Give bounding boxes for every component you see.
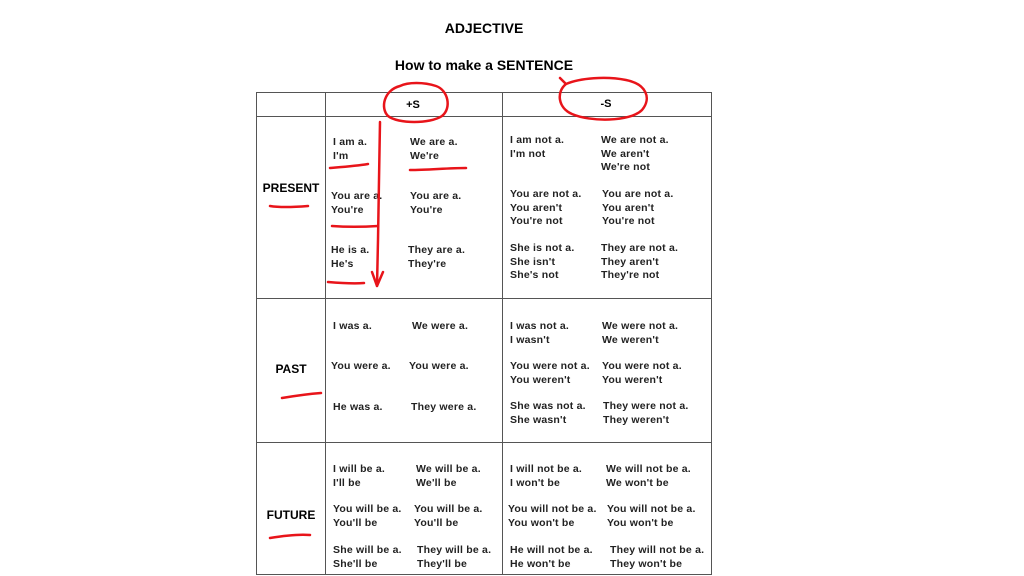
cell-line: She was not a. [510, 400, 586, 412]
future-negative-you [508, 503, 597, 530]
cell-line: You will not be a. [607, 503, 696, 515]
cell-line: I was a. [333, 320, 372, 332]
cell-line: I will be a. [333, 463, 385, 475]
present-negative-she [510, 242, 574, 283]
cell-line: They weren't [603, 413, 670, 426]
cell-line: She'll be [333, 557, 378, 570]
cell-line: I will not be a. [510, 463, 583, 475]
underline-present-were [410, 168, 466, 170]
cell-line: You were not a. [510, 360, 590, 372]
cell-line: We are not a. [601, 134, 669, 146]
present-positive-he [331, 244, 369, 271]
cell-line: You aren't [510, 201, 563, 214]
past-negative-they [603, 400, 688, 427]
cell-line: I'm [333, 149, 349, 162]
present-positive-i [333, 136, 367, 163]
cell-line: You're not [510, 215, 563, 227]
cell-line: I was not a. [510, 320, 569, 332]
cell-line: I won't be [510, 476, 560, 489]
past-positive-we [412, 320, 468, 334]
cell-line: She will be a. [333, 544, 402, 556]
past-negative-we [602, 320, 678, 347]
present-negative-i [510, 134, 564, 161]
cell-line: I am a. [333, 136, 368, 148]
underline-past-label [282, 393, 321, 398]
future-positive-you-plural [414, 503, 483, 530]
future-negative-we [606, 463, 691, 490]
cell-line: We will be a. [416, 463, 481, 475]
cell-line: They won't be [610, 557, 683, 570]
underline-present-youre [332, 226, 378, 227]
present-negative-you [510, 188, 581, 229]
row-label-future: FUTURE [266, 508, 316, 522]
past-positive-you [331, 360, 391, 374]
cell-line: She wasn't [510, 413, 567, 426]
cell-line: He won't be [510, 557, 571, 570]
cell-line: You aren't [602, 201, 655, 214]
arrow-head [372, 272, 383, 286]
cell-line: They were a. [411, 401, 477, 413]
cell-line: They will be a. [417, 544, 492, 556]
past-negative-i [510, 320, 569, 347]
present-negative-we [601, 134, 669, 175]
cell-line: We were not a. [602, 320, 679, 332]
cell-line: You'll be [333, 516, 378, 529]
cell-line: We weren't [602, 333, 659, 346]
cell-line: She's not [510, 269, 559, 281]
table-border-right [711, 92, 712, 575]
cell-line: You will be a. [333, 503, 402, 515]
cell-line: You are not a. [510, 188, 582, 200]
present-negative-they [601, 242, 678, 283]
cell-line: You were not a. [602, 360, 682, 372]
cell-line: We'll be [416, 476, 457, 489]
cell-line: I'm not [510, 147, 546, 160]
cell-line: He was a. [333, 401, 383, 413]
future-negative-they [610, 544, 704, 571]
underline-present-im [330, 164, 368, 168]
cell-line: He's [331, 257, 354, 270]
past-negative-you [510, 360, 590, 387]
cell-line: I am not a. [510, 134, 565, 146]
table-col-divider-1 [325, 92, 326, 575]
cell-line: You're not [602, 215, 655, 227]
cell-line: You are not a. [602, 188, 674, 200]
cell-line: They are a. [408, 244, 466, 256]
cell-line: She is not a. [510, 242, 575, 254]
cell-line: You'll be [414, 516, 459, 529]
cell-line: He is a. [331, 244, 370, 256]
future-negative-he [510, 544, 593, 571]
past-negative-she [510, 400, 586, 427]
present-positive-you [331, 190, 382, 217]
cell-line: You won't be [607, 516, 674, 529]
cell-line: We will not be a. [606, 463, 691, 475]
page-subtitle: How to make a SENTENCE [394, 57, 574, 73]
cell-line: They'll be [417, 557, 468, 570]
future-positive-she [333, 544, 402, 571]
row-label-past: PAST [275, 362, 307, 376]
future-positive-we [416, 463, 481, 490]
cell-line: They were not a. [603, 400, 689, 412]
cell-line: We won't be [606, 476, 669, 489]
cell-line: You will not be a. [508, 503, 597, 515]
underline-present-label [270, 206, 308, 207]
present-negative-you-plural [602, 188, 673, 229]
future-negative-i [510, 463, 582, 490]
cell-line: You weren't [602, 373, 663, 386]
past-positive-i [333, 320, 372, 334]
present-positive-we [410, 136, 458, 163]
underline-present-hes [328, 282, 364, 283]
page-title: ADJECTIVE [444, 20, 524, 36]
cell-line: You weren't [510, 373, 571, 386]
cell-line: I'll be [333, 476, 361, 489]
cell-line: You were a. [331, 360, 391, 372]
positive-column-header: +S [406, 99, 420, 111]
cell-line: You are a. [331, 190, 383, 202]
past-positive-they [411, 401, 476, 415]
future-negative-you-plural [607, 503, 696, 530]
cell-line: They aren't [601, 255, 659, 268]
cell-line: She isn't [510, 255, 556, 268]
cell-line: I wasn't [510, 333, 550, 346]
cell-line: We aren't [601, 147, 650, 160]
table-border-left [256, 92, 257, 575]
cell-line: You are a. [410, 190, 462, 202]
cell-line: They're [408, 257, 447, 270]
cell-line: We were a. [412, 320, 469, 332]
row-label-present: PRESENT [262, 181, 320, 195]
present-positive-they [408, 244, 465, 271]
cell-line: You're [331, 203, 364, 216]
future-positive-they [417, 544, 491, 571]
past-positive-you-plural [409, 360, 469, 374]
future-positive-you [333, 503, 402, 530]
past-positive-he [333, 401, 383, 415]
cell-line: You were a. [409, 360, 469, 372]
present-positive-you-plural [410, 190, 461, 217]
cell-line: They are not a. [601, 242, 679, 254]
cell-line: We're not [601, 161, 651, 173]
cell-line: You will be a. [414, 503, 483, 515]
cell-line: He will not be a. [510, 544, 593, 556]
underline-future-label [270, 535, 310, 538]
cell-line: You're [410, 203, 443, 216]
future-positive-i [333, 463, 385, 490]
cell-line: They're not [601, 269, 660, 281]
table-col-divider-2 [502, 92, 503, 575]
cell-line: We are a. [410, 136, 458, 148]
negative-column-header: -S [600, 98, 612, 110]
cell-line: We're [410, 149, 439, 162]
past-negative-you-plural [602, 360, 682, 387]
cell-line: They will not be a. [610, 544, 705, 556]
cell-line: You won't be [508, 516, 575, 529]
